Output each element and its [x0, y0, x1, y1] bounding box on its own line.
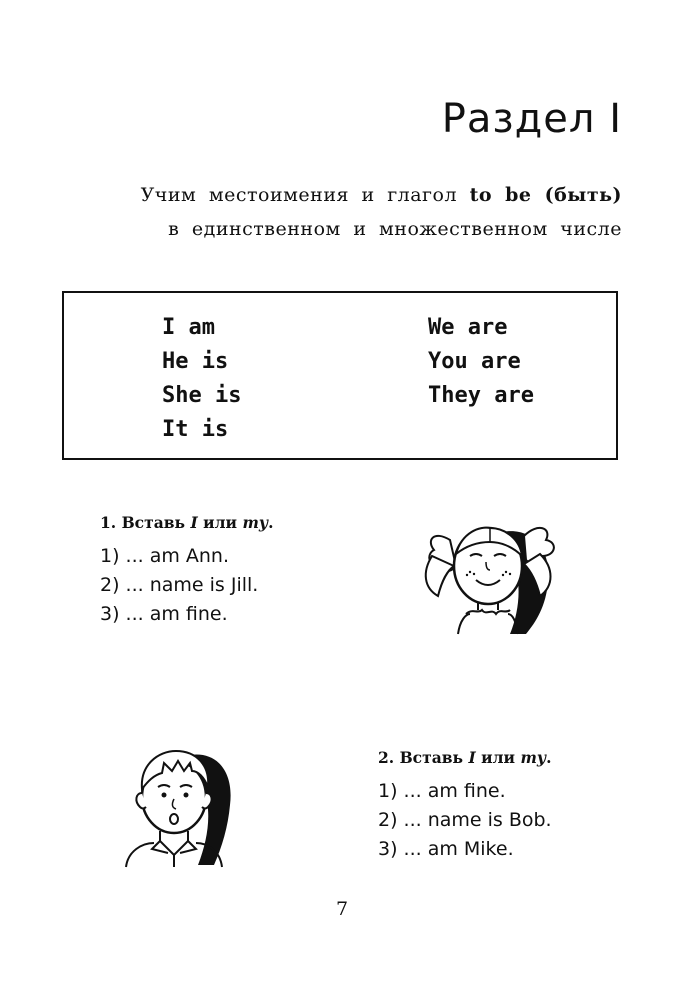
- exercise-item: 1) ... am Ann.: [100, 545, 230, 567]
- singular-column: [162, 311, 241, 447]
- pronoun-form: He is: [162, 349, 229, 374]
- subtitle-line-1: [141, 184, 622, 206]
- pronoun-form: She is: [162, 383, 242, 408]
- exercise-item: 3) ... am fine.: [100, 603, 228, 625]
- pronoun-table: [62, 291, 618, 460]
- subtitle-text: Учим местоимения и глагол: [140, 184, 470, 206]
- subtitle-bold-term: to be (быть): [469, 184, 622, 206]
- exercise-1: [100, 513, 274, 629]
- pronoun-form: You are: [428, 349, 521, 374]
- pronoun-form: They are: [428, 383, 534, 408]
- pronoun-form: It is: [162, 417, 229, 442]
- exercise-item: 2) ... name is Bob.: [378, 809, 552, 831]
- exercise-item: 1) ... am fine.: [378, 780, 506, 802]
- girl-illustration: [420, 510, 580, 638]
- page-number: 7: [335, 898, 349, 920]
- exercise-item: 3) ... am Mike.: [378, 838, 514, 860]
- section-title: Раздел I: [441, 96, 622, 142]
- pronoun-form: I am: [162, 315, 215, 340]
- subtitle-line-2: в единственном и множественном числе: [168, 218, 622, 240]
- exercise-1-title: 1. Вставь I или ту.: [100, 513, 274, 532]
- exercise-item: 2) ... name is Jill.: [100, 574, 259, 596]
- plural-column: [428, 311, 534, 413]
- exercise-2-title: 2. Вставь I или ту.: [378, 748, 552, 767]
- boy-illustration: [118, 743, 248, 868]
- exercise-2: [378, 748, 552, 864]
- pronoun-form: We are: [428, 315, 508, 340]
